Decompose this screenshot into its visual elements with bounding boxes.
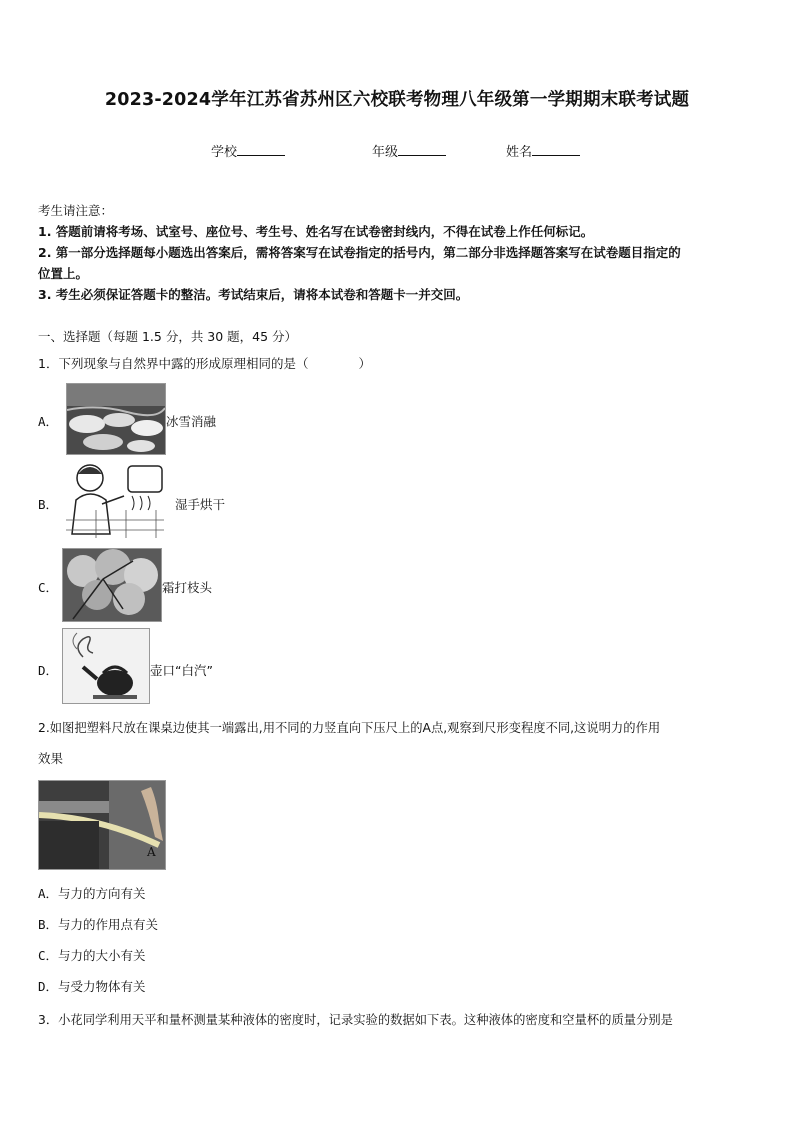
q1-stem: 1．下列现象与自然界中露的形成原理相同的是（ ）	[38, 356, 371, 371]
name-label: 姓名	[506, 145, 533, 160]
q1-option-c-label: C．	[38, 580, 59, 595]
kettle-steam-drawing	[62, 628, 150, 704]
q1-option-a-label: A．	[38, 414, 59, 429]
q1-option-c-text: 霜打枝头	[162, 580, 213, 595]
notice-item-2-cont: 位置上。	[38, 266, 89, 281]
notice-heading: 考生请注意：	[38, 203, 114, 218]
grade-field	[372, 141, 446, 160]
q1-option-b-text: 湿手烘干	[175, 497, 226, 512]
page-title: 2023-2024学年江苏省苏州区六校联考物理八年级第一学期期末联考试题	[104, 90, 690, 110]
school-field	[211, 141, 285, 160]
school-label: 学校	[211, 145, 238, 160]
frost-branch-photo	[62, 548, 162, 622]
section-heading: 一、选择题（每题 1.5 分，共 30 题，45 分）	[38, 329, 298, 344]
grade-label: 年级	[372, 145, 399, 160]
q2-stem-line2: 效果	[38, 751, 64, 766]
q3-stem: 3．小花同学利用天平和量杯测量某种液体的密度时，记录实验的数据如下表。这种液体的密度和空量杯的质量分别是	[38, 1013, 673, 1027]
q1-option-b-label: B．	[38, 497, 59, 512]
notice-item-3: 3. 考生必须保证答题卡的整洁。考试结束后，请将本试卷和答题卡一并交回。	[38, 287, 469, 302]
q1-option-d-text: 壶口“白汽”	[150, 663, 213, 678]
point-a-label: A	[147, 845, 156, 859]
notice-item-1: 1. 答题前请将考场、试室号、座位号、考生号、姓名写在试卷密封线内，不得在试卷上作任何标记。	[38, 224, 594, 239]
q2-option-d: D．与受力物体有关	[38, 979, 146, 994]
school-blank	[237, 143, 285, 156]
q1-option-d-label: D．	[38, 663, 59, 678]
q2-option-c: C．与力的大小有关	[38, 948, 146, 963]
snow-melting-photo	[66, 383, 166, 455]
q2-stem-line1: 2.如图把塑料尺放在课桌边使其一端露出,用不同的力竖直向下压尺上的A点,观察到尺形变程度不同,这说明力的作用	[38, 721, 661, 735]
grade-blank	[398, 143, 446, 156]
q2-option-b: B．与力的作用点有关	[38, 917, 159, 932]
notice-item-2: 2. 第一部分选择题每小题选出答案后，需将答案写在试卷指定的括号内，第二部分非选择题答案写在试卷题目指定的	[38, 245, 681, 260]
q1-option-a-text: 冰雪消融	[166, 414, 217, 429]
q2-option-a: A．与力的方向有关	[38, 886, 146, 901]
hand-dryer-drawing	[66, 460, 164, 538]
name-field	[506, 141, 580, 160]
name-blank	[532, 143, 580, 156]
